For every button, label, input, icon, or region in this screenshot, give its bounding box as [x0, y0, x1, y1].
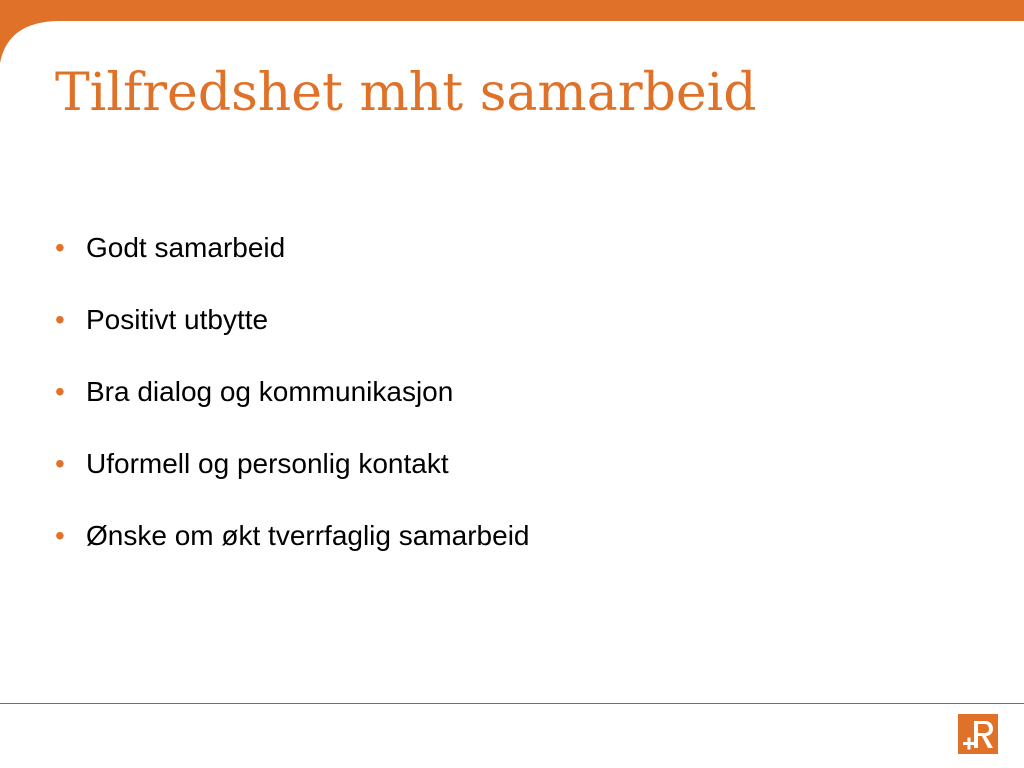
bullet-icon: • — [55, 448, 65, 479]
r-plus-logo-icon — [958, 714, 998, 754]
bullet-text: Uformell og personlig kontakt — [86, 448, 449, 479]
bullet-text: Ønske om økt tverrfaglig samarbeid — [86, 520, 530, 551]
bullet-item — [55, 298, 530, 370]
bullet-list — [55, 226, 530, 586]
bullet-item — [55, 226, 530, 298]
top-accent-band — [0, 0, 1024, 21]
slide-title: Tilfredshet mht samarbeid — [55, 63, 757, 123]
bullet-text: Godt samarbeid — [86, 232, 286, 263]
bullet-icon: • — [55, 376, 65, 407]
bullet-item — [55, 370, 530, 442]
top-corner-curve — [0, 21, 60, 81]
bullet-item — [55, 514, 530, 586]
bullet-text: Bra dialog og kommunikasjon — [86, 376, 454, 407]
bullet-item — [55, 442, 530, 514]
bullet-text: Positivt utbytte — [86, 304, 269, 335]
bottom-divider — [0, 703, 1024, 704]
bullet-icon: • — [55, 232, 65, 263]
bullet-icon: • — [55, 520, 65, 551]
bullet-icon: • — [55, 304, 65, 335]
